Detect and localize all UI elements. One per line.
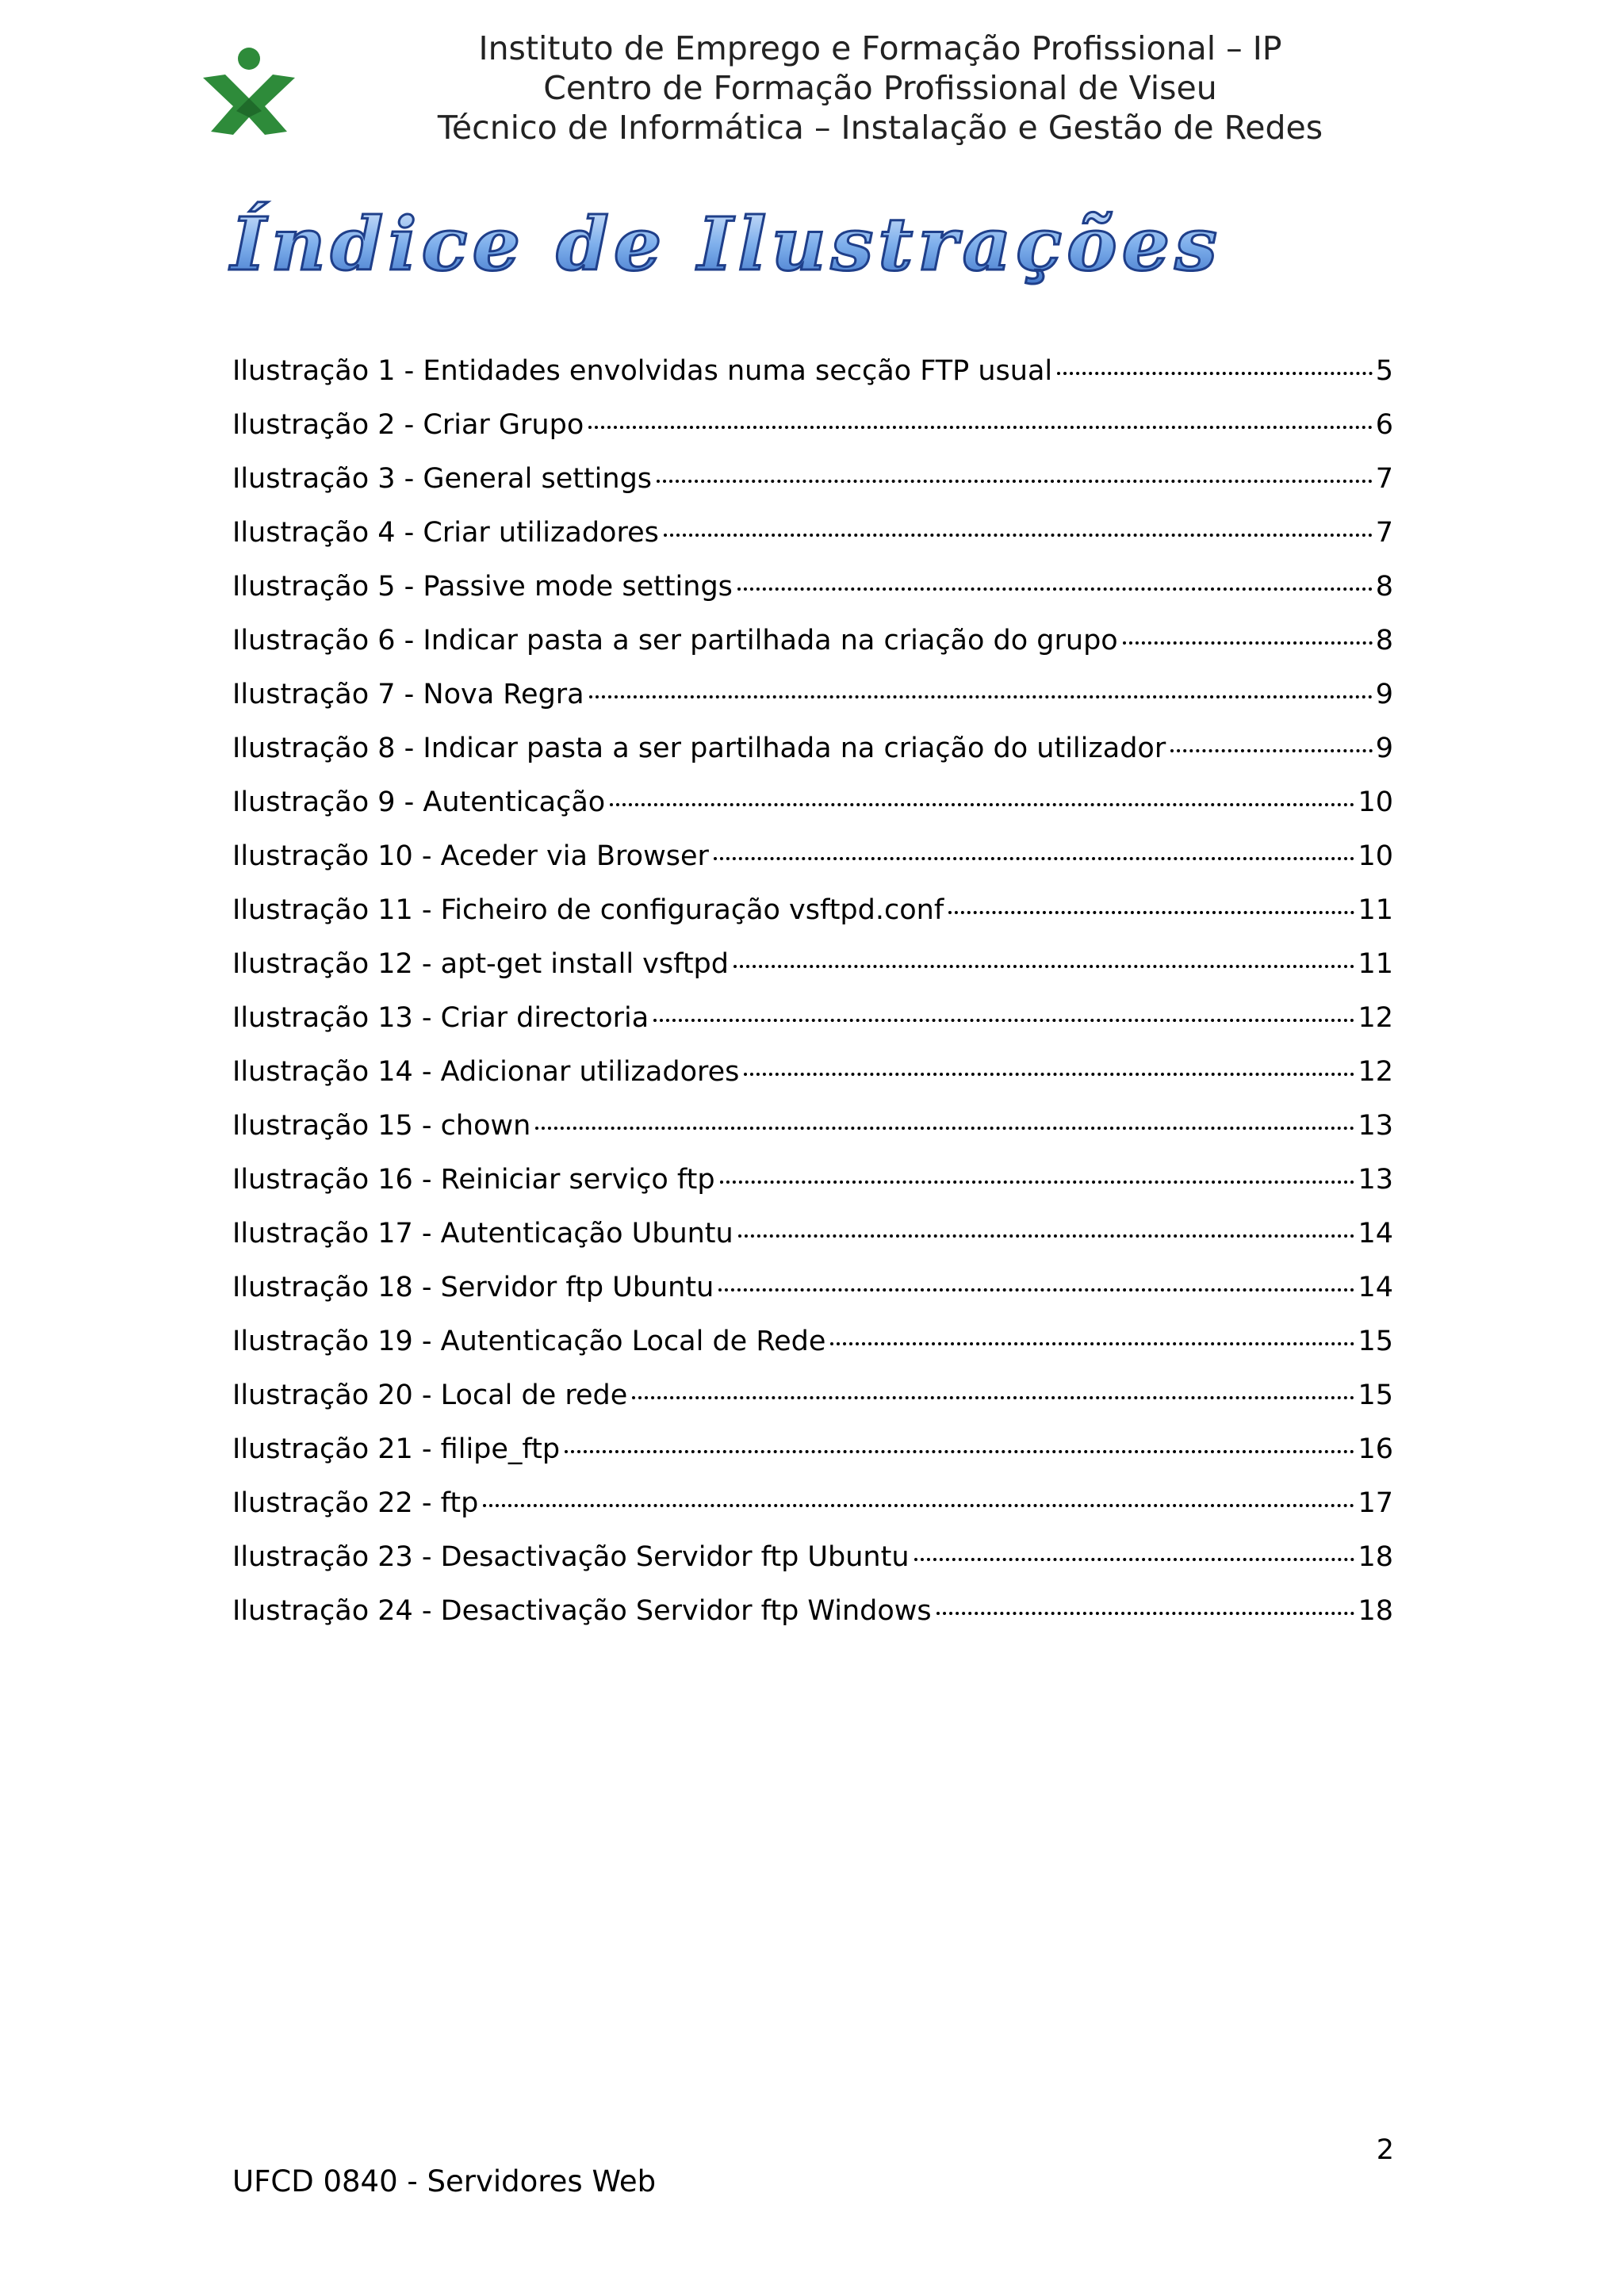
dot-leader: [744, 1073, 1354, 1076]
toc-entry-page: 8: [1375, 625, 1393, 656]
dot-leader: [664, 534, 1373, 537]
dot-leader: [1170, 749, 1373, 752]
toc-entry-page: 11: [1358, 894, 1393, 926]
toc-entry-page: 8: [1375, 571, 1393, 603]
dot-leader: [632, 1396, 1354, 1399]
dot-leader: [657, 480, 1373, 483]
toc-entry-page: 10: [1358, 786, 1393, 818]
dot-leader: [830, 1342, 1354, 1345]
dot-leader: [588, 426, 1372, 429]
toc-entry[interactable]: [232, 355, 1393, 409]
toc-entry[interactable]: [232, 1164, 1393, 1218]
toc-entry-page: 12: [1358, 1002, 1393, 1034]
toc-entry-page: 10: [1358, 840, 1393, 872]
index-title: [226, 198, 1241, 293]
toc-entry-label: Ilustração 14 - Adicionar utilizadores: [232, 1056, 740, 1088]
toc-entry[interactable]: [232, 625, 1393, 679]
toc-entry-page: 14: [1358, 1272, 1393, 1303]
toc-entry-label: Ilustração 8 - Indicar pasta a ser partilhada na criação do utilizador: [232, 733, 1166, 764]
index-title-text: Índice de Ilustrações: [228, 201, 1222, 287]
dot-leader: [738, 1234, 1355, 1238]
toc-entry[interactable]: [232, 679, 1393, 733]
dot-leader: [1057, 372, 1373, 375]
toc-entry[interactable]: [232, 1433, 1393, 1487]
toc-entry-page: 5: [1375, 355, 1393, 387]
toc-entry[interactable]: [232, 1218, 1393, 1272]
toc-entry-label: Ilustração 9 - Autenticação: [232, 786, 606, 818]
dot-leader: [948, 911, 1354, 914]
toc-entry-page: 9: [1375, 679, 1393, 710]
toc-entry-label: Ilustração 21 - filipe_ftp: [232, 1433, 561, 1465]
toc-entry-label: Ilustração 3 - General settings: [232, 463, 653, 495]
dot-leader: [565, 1450, 1354, 1453]
toc-entry[interactable]: [232, 409, 1393, 463]
toc-entry-page: 18: [1358, 1541, 1393, 1573]
toc-entry-label: Ilustração 22 - ftp: [232, 1487, 479, 1519]
toc-entry-page: 13: [1358, 1164, 1393, 1196]
toc-entry-label: Ilustração 10 - Aceder via Browser: [232, 840, 709, 872]
dot-leader: [936, 1612, 1355, 1615]
page-header: [198, 29, 1435, 163]
institution-line: Instituto de Emprego e Formação Profissional – IP: [478, 29, 1282, 67]
toc-entry-page: 9: [1375, 733, 1393, 764]
toc-entry-label: Ilustração 2 - Criar Grupo: [232, 409, 584, 441]
dot-leader: [610, 803, 1354, 806]
toc-entry[interactable]: [232, 571, 1393, 625]
toc-entry-label: Ilustração 24 - Desactivação Servidor ftp Windows: [232, 1595, 932, 1627]
toc-entry[interactable]: [232, 1326, 1393, 1380]
dot-leader: [733, 965, 1354, 968]
toc-entry[interactable]: [232, 1541, 1393, 1595]
toc-entry[interactable]: [232, 1056, 1393, 1110]
toc-entry-page: 13: [1358, 1110, 1393, 1142]
toc-entry-page: 18: [1358, 1595, 1393, 1627]
dot-leader: [535, 1127, 1354, 1130]
toc-entry-label: Ilustração 17 - Autenticação Ubuntu: [232, 1218, 733, 1249]
toc-entry-label: Ilustração 19 - Autenticação Local de Rede: [232, 1326, 826, 1357]
table-of-illustrations: [232, 355, 1393, 1649]
toc-entry-label: Ilustração 16 - Reiniciar serviço ftp: [232, 1164, 715, 1196]
toc-entry-page: 16: [1358, 1433, 1393, 1465]
toc-entry[interactable]: [232, 1272, 1393, 1326]
toc-entry-label: Ilustração 7 - Nova Regra: [232, 679, 584, 710]
toc-entry[interactable]: [232, 1595, 1393, 1649]
page-number: 2: [1376, 2134, 1394, 2166]
footer-course: UFCD 0840 - Servidores Web: [232, 2164, 657, 2198]
dot-leader: [718, 1288, 1354, 1292]
toc-entry[interactable]: [232, 1002, 1393, 1056]
toc-entry-label: Ilustração 15 - chown: [232, 1110, 531, 1142]
toc-entry-page: 14: [1358, 1218, 1393, 1249]
toc-entry-page: 7: [1375, 463, 1393, 495]
institution-line: Técnico de Informática – Instalação e Gestão de Redes: [437, 109, 1323, 147]
toc-entry[interactable]: [232, 1110, 1393, 1164]
dot-leader: [483, 1504, 1354, 1507]
toc-entry-page: 17: [1358, 1487, 1393, 1519]
toc-entry-page: 6: [1375, 409, 1393, 441]
toc-entry-page: 11: [1358, 948, 1393, 980]
toc-entry-label: Ilustração 12 - apt-get install vsftpd: [232, 948, 729, 980]
toc-entry-page: 15: [1358, 1326, 1393, 1357]
toc-entry-label: Ilustração 6 - Indicar pasta a ser partilhada na criação do grupo: [232, 625, 1118, 656]
dot-leader: [1123, 641, 1373, 645]
toc-entry-label: Ilustração 4 - Criar utilizadores: [232, 517, 659, 549]
dot-leader: [589, 695, 1373, 698]
toc-entry-page: 12: [1358, 1056, 1393, 1088]
toc-entry-label: Ilustração 13 - Criar directoria: [232, 1002, 649, 1034]
toc-entry[interactable]: [232, 786, 1393, 840]
toc-entry[interactable]: [232, 894, 1393, 948]
toc-entry[interactable]: [232, 517, 1393, 571]
institution-header: [389, 29, 1372, 147]
iefp-logo-icon: [198, 43, 300, 136]
toc-entry[interactable]: [232, 840, 1393, 894]
toc-entry-label: Ilustração 5 - Passive mode settings: [232, 571, 733, 603]
toc-entry-page: 7: [1375, 517, 1393, 549]
dot-leader: [653, 1019, 1354, 1022]
toc-entry[interactable]: [232, 463, 1393, 517]
toc-entry-label: Ilustração 20 - Local de rede: [232, 1380, 628, 1411]
dot-leader: [737, 587, 1373, 591]
toc-entry-page: 15: [1358, 1380, 1393, 1411]
toc-entry[interactable]: [232, 733, 1393, 786]
toc-entry-label: Ilustração 1 - Entidades envolvidas numa secção FTP usual: [232, 355, 1053, 387]
dot-leader: [720, 1181, 1355, 1184]
toc-entry-label: Ilustração 11 - Ficheiro de configuração vsftpd.conf: [232, 894, 944, 926]
institution-line: Centro de Formação Profissional de Viseu: [543, 69, 1217, 107]
toc-entry[interactable]: [232, 1487, 1393, 1541]
toc-entry[interactable]: [232, 948, 1393, 1002]
dot-leader: [714, 857, 1355, 860]
toc-entry-label: Ilustração 23 - Desactivação Servidor ftp Ubuntu: [232, 1541, 910, 1573]
toc-entry-label: Ilustração 18 - Servidor ftp Ubuntu: [232, 1272, 714, 1303]
toc-entry[interactable]: [232, 1380, 1393, 1433]
dot-leader: [914, 1558, 1355, 1561]
